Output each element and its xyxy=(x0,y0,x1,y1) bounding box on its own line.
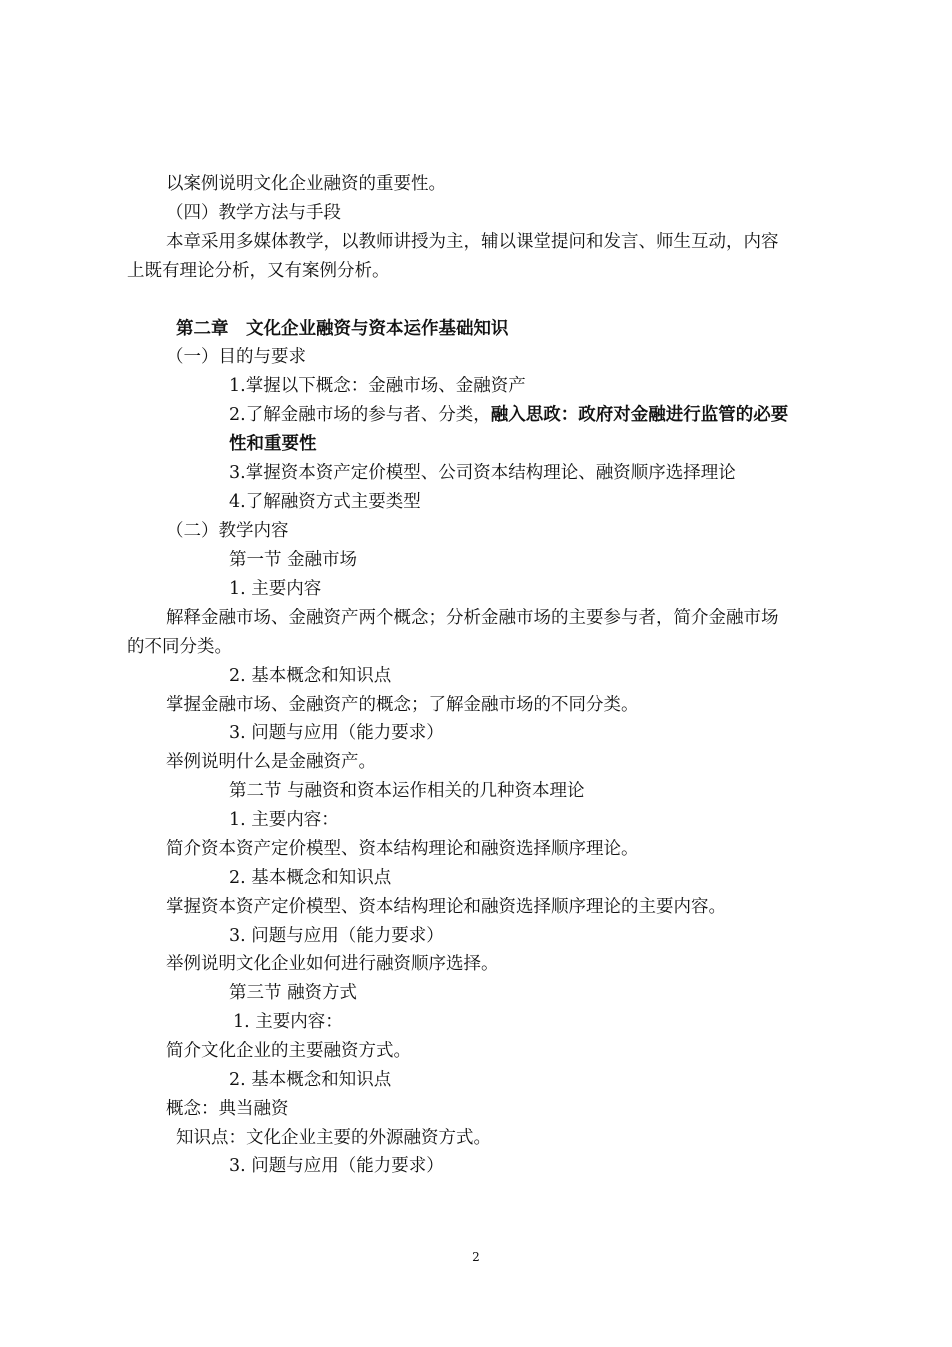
item-heading: 3. 问题与应用（能力要求） xyxy=(229,926,444,946)
item-heading: 1. 主要内容： xyxy=(233,1012,343,1032)
item-heading: 1. 主要内容： xyxy=(229,810,339,830)
text-line: 举例说明文化企业如何进行融资顺序选择。 xyxy=(166,954,499,974)
list-item: 4.了解融资方式主要类型 xyxy=(229,492,421,512)
text-line: 上既有理论分析，又有案例分析。 xyxy=(127,261,390,281)
section-heading: （一）目的与要求 xyxy=(166,347,306,367)
text-line: 掌握金融市场、金融资产的概念；了解金融市场的不同分类。 xyxy=(166,695,639,715)
ideology-note: 融入思政：政府对金融进行监管的必要 xyxy=(490,405,789,425)
text-line: 知识点：文化企业主要的外源融资方式。 xyxy=(176,1128,491,1148)
item-heading: 3. 问题与应用（能力要求） xyxy=(229,723,444,743)
text-line: 解释金融市场、金融资产两个概念；分析金融市场的主要参与者，简介金融市场 xyxy=(166,608,779,628)
text-line: 概念：典当融资 xyxy=(166,1099,289,1119)
text-line: 简介文化企业的主要融资方式。 xyxy=(166,1041,411,1061)
subsection-title: 第一节 金融市场 xyxy=(229,550,358,570)
section-heading: （四）教学方法与手段 xyxy=(166,203,341,223)
list-item: 1.掌握以下概念：金融市场、金融资产 xyxy=(229,376,526,396)
list-item-text: 2.了解金融市场的参与者、分类， xyxy=(229,405,491,425)
list-item: 3.掌握资本资产定价模型、公司资本结构理论、融资顺序选择理论 xyxy=(229,463,736,483)
item-heading: 3. 问题与应用（能力要求） xyxy=(229,1156,444,1176)
text-line: 本章采用多媒体教学，以教师讲授为主，辅以课堂提问和发言、师生互动，内容 xyxy=(166,232,779,252)
item-heading: 2. 基本概念和知识点 xyxy=(229,666,392,686)
text-line: 掌握资本资产定价模型、资本结构理论和融资选择顺序理论的主要内容。 xyxy=(166,897,726,917)
item-heading: 2. 基本概念和知识点 xyxy=(229,868,392,888)
text-line: 举例说明什么是金融资产。 xyxy=(166,752,376,772)
text-line: 的不同分类。 xyxy=(127,637,232,657)
item-heading: 1. 主要内容 xyxy=(229,579,322,599)
text-line: 简介资本资产定价模型、资本结构理论和融资选择顺序理论。 xyxy=(166,839,639,859)
chapter-title: 第二章 文化企业融资与资本运作基础知识 xyxy=(176,319,509,339)
subsection-title: 第二节 与融资和资本运作相关的几种资本理论 xyxy=(229,781,585,801)
ideology-note-continuation: 性和重要性 xyxy=(229,434,317,454)
text-line: 以案例说明文化企业融资的重要性。 xyxy=(166,174,446,194)
item-heading: 2. 基本概念和知识点 xyxy=(229,1070,392,1090)
section-heading: （二）教学内容 xyxy=(166,521,289,541)
list-item xyxy=(229,404,788,426)
page-number: 2 xyxy=(472,1250,480,1264)
subsection-title: 第三节 融资方式 xyxy=(229,983,358,1003)
